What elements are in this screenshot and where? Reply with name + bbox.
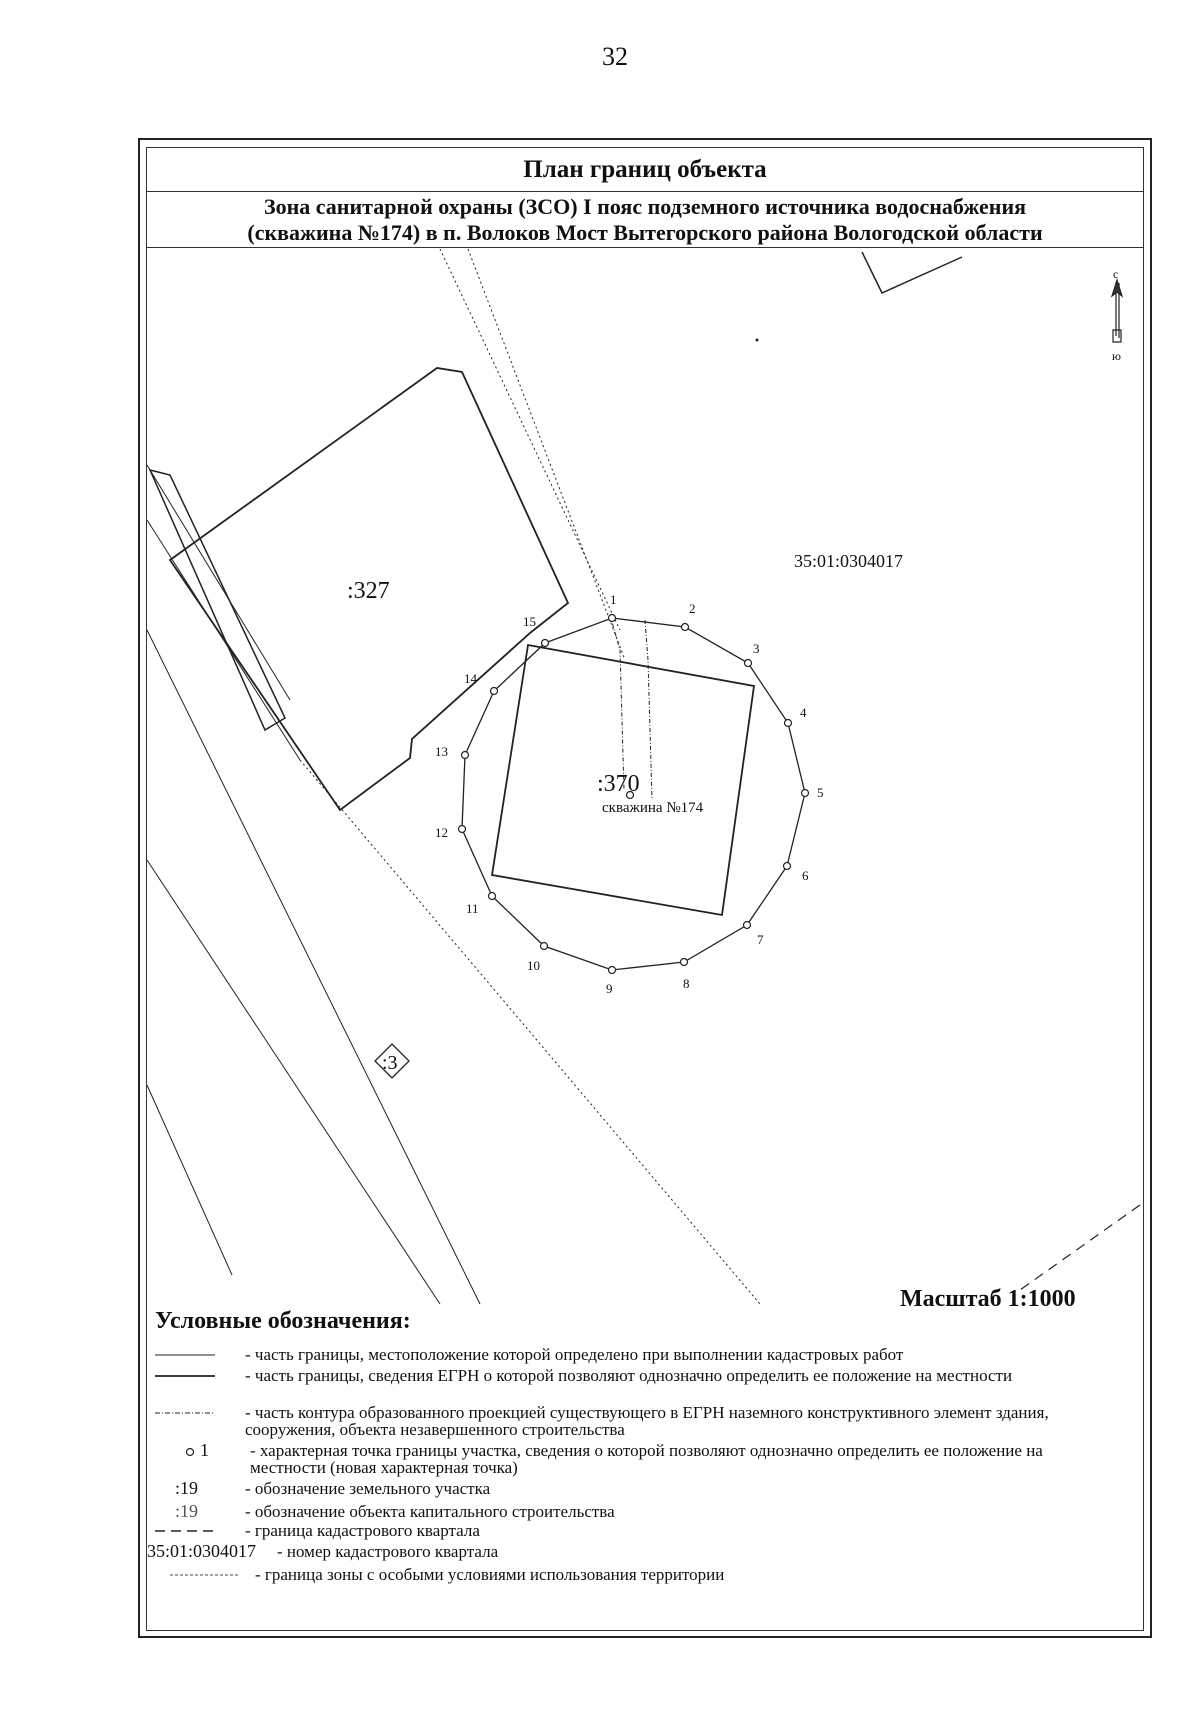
dashed-line-icon <box>155 1522 225 1540</box>
point-label-11: 11 <box>466 901 479 916</box>
parcel-label-327: :327 <box>347 578 390 604</box>
point-label-13: 13 <box>435 744 448 759</box>
page-number: 32 <box>602 42 628 71</box>
subtitle-line-1: Зона санитарной охраны (ЗСО) I пояс подземного источника водоснабжения <box>263 194 1027 219</box>
boundary-point-6 <box>784 863 791 870</box>
plan-title: План границ объекта <box>523 156 767 183</box>
road-line <box>440 249 620 630</box>
legend-symbol-5: :19 <box>175 1478 199 1498</box>
legend-text-9: - граница зоны с особыми условиями использования территории <box>255 1565 725 1584</box>
boundary-point-2 <box>682 624 689 631</box>
road-line <box>147 465 290 700</box>
legend-text-3: - часть контура образованного проекцией существующего в ЕГРН наземного конструктивного элемент здания, сооружения, объекта незавершенного строительства <box>245 1403 1049 1439</box>
boundary-point-4 <box>785 720 792 727</box>
dotted-line-icon <box>170 1566 240 1584</box>
point-label-1: 1 <box>610 592 617 607</box>
boundary-point-7 <box>744 922 751 929</box>
point-label-6: 6 <box>802 868 809 883</box>
point-label-2: 2 <box>689 601 696 616</box>
boundary-point-3 <box>745 660 752 667</box>
boundary-point-5 <box>802 790 809 797</box>
boundary-point-14 <box>491 688 498 695</box>
boundary-point-1 <box>609 615 616 622</box>
boundary-point-10 <box>541 943 548 950</box>
solid-line-icon <box>155 1367 225 1385</box>
quarter-number-label: 35:01:0304017 <box>794 551 904 571</box>
point-label-3: 3 <box>753 641 760 656</box>
road-line <box>300 760 760 1304</box>
point-label-10: 10 <box>527 958 540 973</box>
legend-text-8: - номер кадастрового квартала <box>277 1542 499 1561</box>
quarter-boundary <box>1020 1205 1140 1290</box>
solid-thin-line-icon <box>155 1346 225 1364</box>
road-line <box>147 630 480 1304</box>
point-label-5: 5 <box>817 785 824 800</box>
legend-text-6: - обозначение объекта капитального строительства <box>245 1502 615 1521</box>
point-label-12: 12 <box>435 825 448 840</box>
parcel-label-370: :370 <box>597 771 640 797</box>
dash-dot-line-icon <box>155 1404 225 1422</box>
legend-text-4: - характерная точка границы участка, сведения о которой позволяют однозначно определить ее положение на местности (новая характерная точка) <box>250 1441 1043 1477</box>
well-axis <box>645 620 652 800</box>
legend-text-7: - граница кадастрового квартала <box>245 1521 480 1540</box>
north-arrow-icon <box>1112 280 1122 342</box>
legend-text-5: - обозначение земельного участка <box>245 1479 491 1498</box>
point-label-4: 4 <box>800 705 807 720</box>
boundary-point-15 <box>542 640 549 647</box>
south-label: ю <box>1112 349 1121 363</box>
well-axis <box>610 615 624 790</box>
legend-symbol-4: 1 <box>200 1440 209 1460</box>
boundary-point-13 <box>462 752 469 759</box>
boundary-point-11 <box>489 893 496 900</box>
subtitle-line-2: (скважина №174) в п. Волоков Мост Вытегорского района Вологодской области <box>247 220 1043 245</box>
well-label: скважина №174 <box>602 800 704 816</box>
point-label-15: 15 <box>523 614 536 629</box>
map-dot <box>756 339 759 342</box>
boundary-point-9 <box>609 967 616 974</box>
boundary-point-12 <box>459 826 466 833</box>
legend-title: Условные обозначения: <box>155 1308 411 1334</box>
legend-text-2: - часть границы, сведения ЕГРН о которой позволяют однозначно определить ее положение на местности <box>245 1366 1013 1385</box>
road-line <box>147 1085 232 1275</box>
point-label-9: 9 <box>606 981 613 996</box>
legend-symbol-8: 35:01:0304017 <box>147 1541 257 1561</box>
parcel-strip <box>150 470 285 730</box>
point-label-14: 14 <box>464 671 477 686</box>
point-label-7: 7 <box>757 932 764 947</box>
parcel-corner <box>862 252 962 293</box>
boundary-point-8 <box>681 959 688 966</box>
point-label-8: 8 <box>683 976 690 991</box>
point-marker-icon <box>155 1442 225 1460</box>
legend-symbol-6: :19 <box>175 1501 199 1521</box>
road-line <box>468 249 625 660</box>
north-label: с <box>1113 267 1119 281</box>
legend-text-1: - часть границы, местоположение которой определено при выполнении кадастровых работ <box>245 1345 904 1364</box>
scale-label: Масштаб 1:1000 <box>900 1286 1076 1312</box>
building-label-3-text: :3 <box>382 1052 398 1074</box>
